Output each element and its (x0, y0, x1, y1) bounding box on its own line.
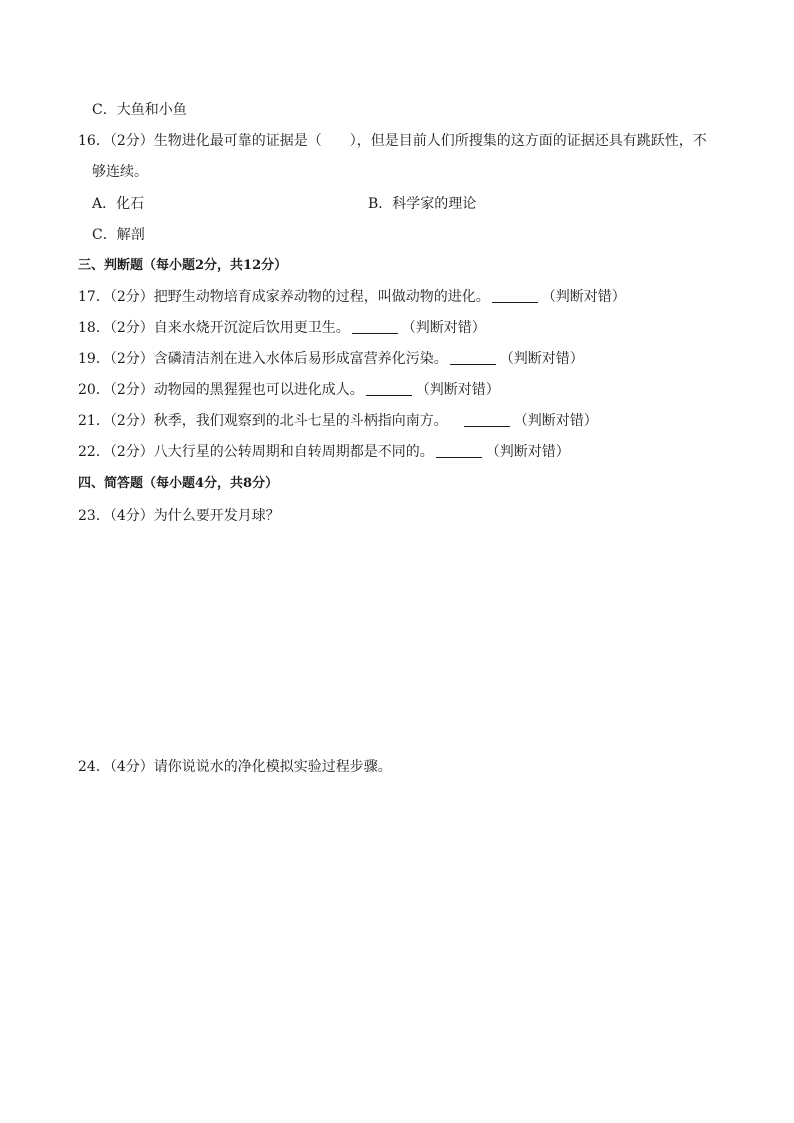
q19-suffix: （判断对错） (499, 351, 584, 367)
q18-stem: 18．（2分）自来水烧开沉淀后饮用更卫生。 (78, 320, 350, 336)
q15-option-c: C．大鱼和小鱼 (92, 102, 187, 118)
q21-answer-blank[interactable] (464, 412, 510, 427)
q21-stem: 21．（2分）秋季，我们观察到的北斗七星的斗柄指向南方。 (78, 413, 448, 429)
section-3-heading: 三、判断题（每小题2分，共12分） (78, 258, 288, 273)
q23-stem: 23．（4分）为什么要开发月球？ (78, 508, 280, 524)
q18-suffix: （判断对错） (401, 320, 486, 336)
q17-suffix: （判断对错） (541, 289, 626, 305)
q24-stem: 24．（4分）请你说说水的净化模拟实验过程步骤。 (78, 759, 392, 775)
q19-stem: 19．（2分）含磷清洁剂在进入水体后易形成富营养化污染。 (78, 351, 448, 367)
q22-answer-blank[interactable] (436, 443, 482, 458)
q21-suffix: （判断对错） (513, 413, 598, 429)
q22-suffix: （判断对错） (485, 444, 570, 460)
q22-stem: 22．（2分）八大行星的公转周期和自转周期都是不同的。 (78, 444, 434, 460)
q21-line (78, 411, 598, 431)
q20-line (78, 380, 500, 400)
q18-line (78, 318, 486, 338)
section-4-heading: 四、简答题（每小题4分，共8分） (78, 476, 279, 491)
q18-answer-blank[interactable] (352, 319, 398, 334)
q16-stem-line1: 16．（2分）生物进化最可靠的证据是（ ），但是目前人们所搜集的这方面的证据还具有跳跃性，不 (78, 133, 707, 149)
q20-suffix: （判断对错） (415, 382, 500, 398)
q17-stem: 17．（2分）把野生动物培育成家养动物的过程，叫做动物的进化。 (78, 289, 490, 305)
q17-answer-blank[interactable] (492, 288, 538, 303)
q20-stem: 20．（2分）动物园的黑猩猩也可以进化成人。 (78, 382, 364, 398)
q16-option-c: C．解剖 (92, 227, 145, 243)
q16-stem-line2: 够连续。 (92, 164, 148, 180)
q16-option-a: A．化石 (92, 196, 145, 212)
q22-line (78, 442, 570, 462)
q17-line (78, 287, 626, 307)
q19-answer-blank[interactable] (450, 350, 496, 365)
q16-option-b: B．科学家的理论 (368, 196, 477, 212)
q19-line (78, 349, 584, 369)
q20-answer-blank[interactable] (366, 381, 412, 396)
